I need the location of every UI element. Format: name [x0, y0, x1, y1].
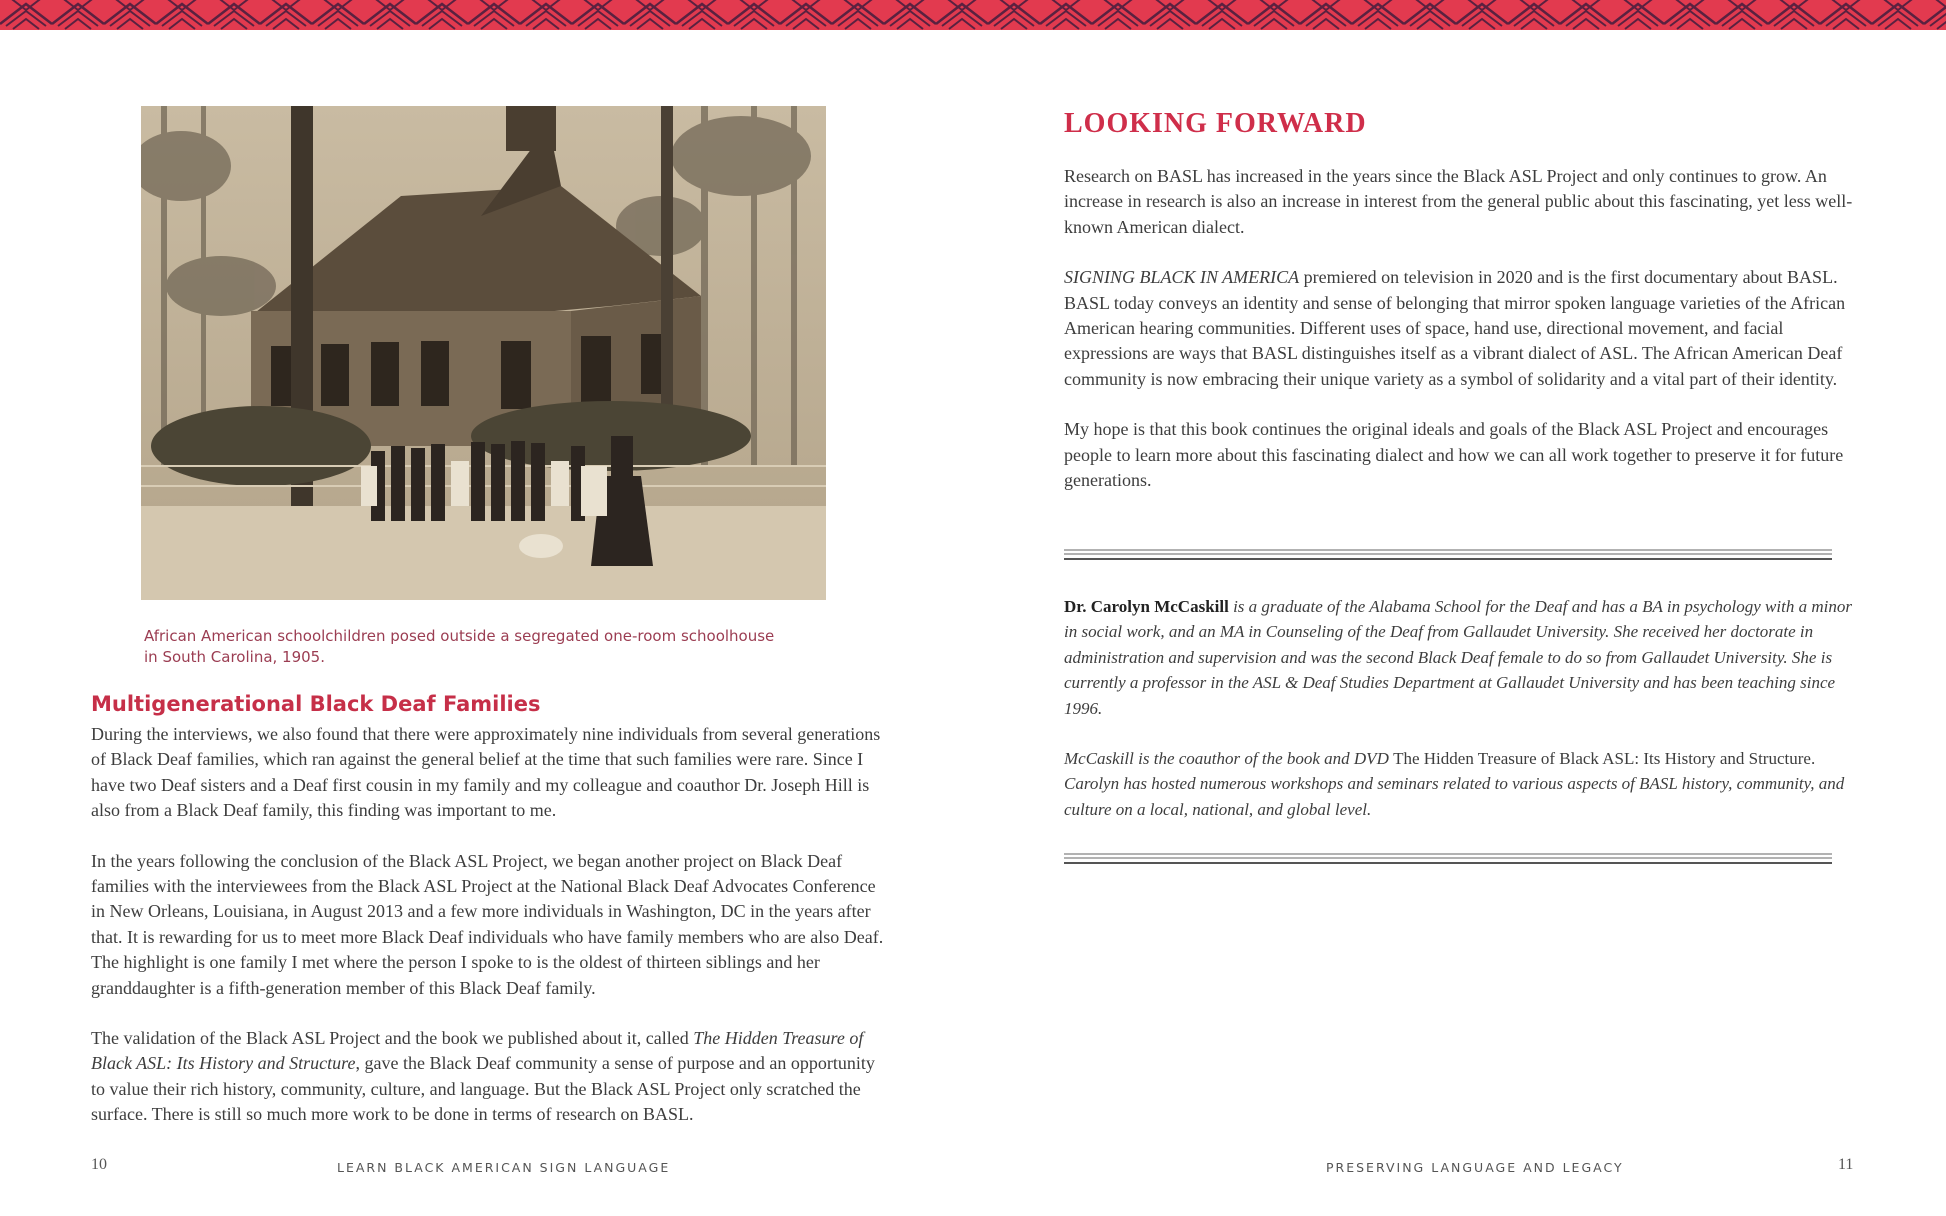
- book-title: The Hidden Treasure of Black ASL: Its History and Structure.: [1393, 749, 1816, 769]
- bio-paragraph: [1064, 746, 1864, 822]
- author-bio: [1064, 594, 1864, 847]
- paragraph: [91, 1026, 891, 1128]
- bio-text: is a graduate of the Alabama School for the Deaf and has a BA in psychology with a minor in social work, and an MA in Counseling of the Deaf from Gallaudet University. She received her doctorate in administration and supervision and was the second Black Deaf female to do so from Gallaudet University. She is currently a professor in the ASL & Deaf Studies Department at Gallaudet University and has been teaching since 1996.: [1064, 597, 1852, 718]
- paragraph: In the years following the conclusion of the Black ASL Project, we began another project on Black Deaf families with the interviewees from the Black ASL Project at the National Black Deaf Advocates Conference in New Orleans, Louisiana, in August 2013 and a few more individuals in Washington, DC in the years after that. It is rewarding for us to meet more Black Deaf individuals who have family members who are also Deaf. The highlight is one family I met where the person I spoke to is the oldest of thirteen siblings and her granddaughter is a fifth-generation member of this Black Deaf family.: [91, 850, 884, 998]
- photo-caption: African American schoolchildren posed outside a segregated one-room schoolhouse in South Carolina, 1905.: [144, 627, 775, 666]
- looking-forward-heading: LOOKING FORWARD: [1064, 108, 1367, 139]
- page-number-right: 11: [1838, 1156, 1854, 1173]
- page-number-left: 10: [91, 1156, 107, 1173]
- paragraph: [1064, 265, 1864, 392]
- section-title: Multigenerational Black Deaf Families: [91, 692, 541, 716]
- paragraph: During the interviews, we also found that there were approximately nine individuals from several generations of Black Deaf families, which ran against the general belief at the time that such families were rare. Since I have two Deaf sisters and a Deaf first cousin in my family and my colleague and coauthor Dr. Joseph Hill is also from a Black Deaf family, this finding was important to me.: [91, 724, 881, 821]
- book-title: The Hidden Treasure of Black ASL: Its History and Structure: [91, 1028, 864, 1074]
- right-body-text: [1064, 164, 1864, 518]
- paragraph-text: premiered on television in 2020 and is the first documentary about BASL. BASL today conveys an identity and sense of belonging that mirror spoken language varieties of the African American hearing communities. Different uses of space, hand use, directional movement, and facial expressions are ways that BASL distinguishes itself as a vibrant dialect of ASL. The African American Deaf community is now embracing their unique variety as a symbol of solidarity and a vital part of their identity.: [1064, 267, 1846, 389]
- decorative-zigzag-banner: [0, 0, 1946, 30]
- bio-paragraph: [1064, 594, 1864, 721]
- running-head-right: PRESERVING LANGUAGE AND LEGACY: [1326, 1160, 1624, 1175]
- running-head-left: LEARN BLACK AMERICAN SIGN LANGUAGE: [337, 1160, 671, 1175]
- paragraph-text: The validation of the Black ASL Project and the book we published about it, called: [91, 1028, 694, 1049]
- author-name: Dr. Carolyn McCaskill: [1064, 597, 1229, 616]
- left-body-text: [91, 722, 891, 1153]
- divider-rule-top: [1064, 548, 1832, 562]
- paragraph: My hope is that this book continues the original ideals and goals of the Black ASL Project and encourages people to learn more about this fascinating dialect and how we can all work together to preserve it for future generations.: [1064, 419, 1844, 491]
- paragraph: Research on BASL has increased in the years since the Black ASL Project and only continues to grow. An increase in research is also an increase in interest from the general public about this fascinating, yet less well-known American dialect.: [1064, 166, 1853, 237]
- schoolhouse-photo: [141, 106, 826, 600]
- divider-rule-bottom: [1064, 852, 1832, 866]
- paragraph-text: , gave the Black Deaf community a sense of purpose and an opportunity to value their rich history, community, culture, and language. But the Black ASL Project only scratched the surface. There is still so much more work to be done in terms of research on BASL.: [91, 1053, 875, 1125]
- bio-text: McCaskill is the coauthor of the book and DVD: [1064, 749, 1394, 769]
- bio-text: Carolyn has hosted numerous workshops and seminars related to various aspects of BASL history, community, and culture on a local, national, and global level.: [1064, 774, 1845, 819]
- documentary-title: SIGNING BLACK IN AMERICA: [1064, 267, 1300, 288]
